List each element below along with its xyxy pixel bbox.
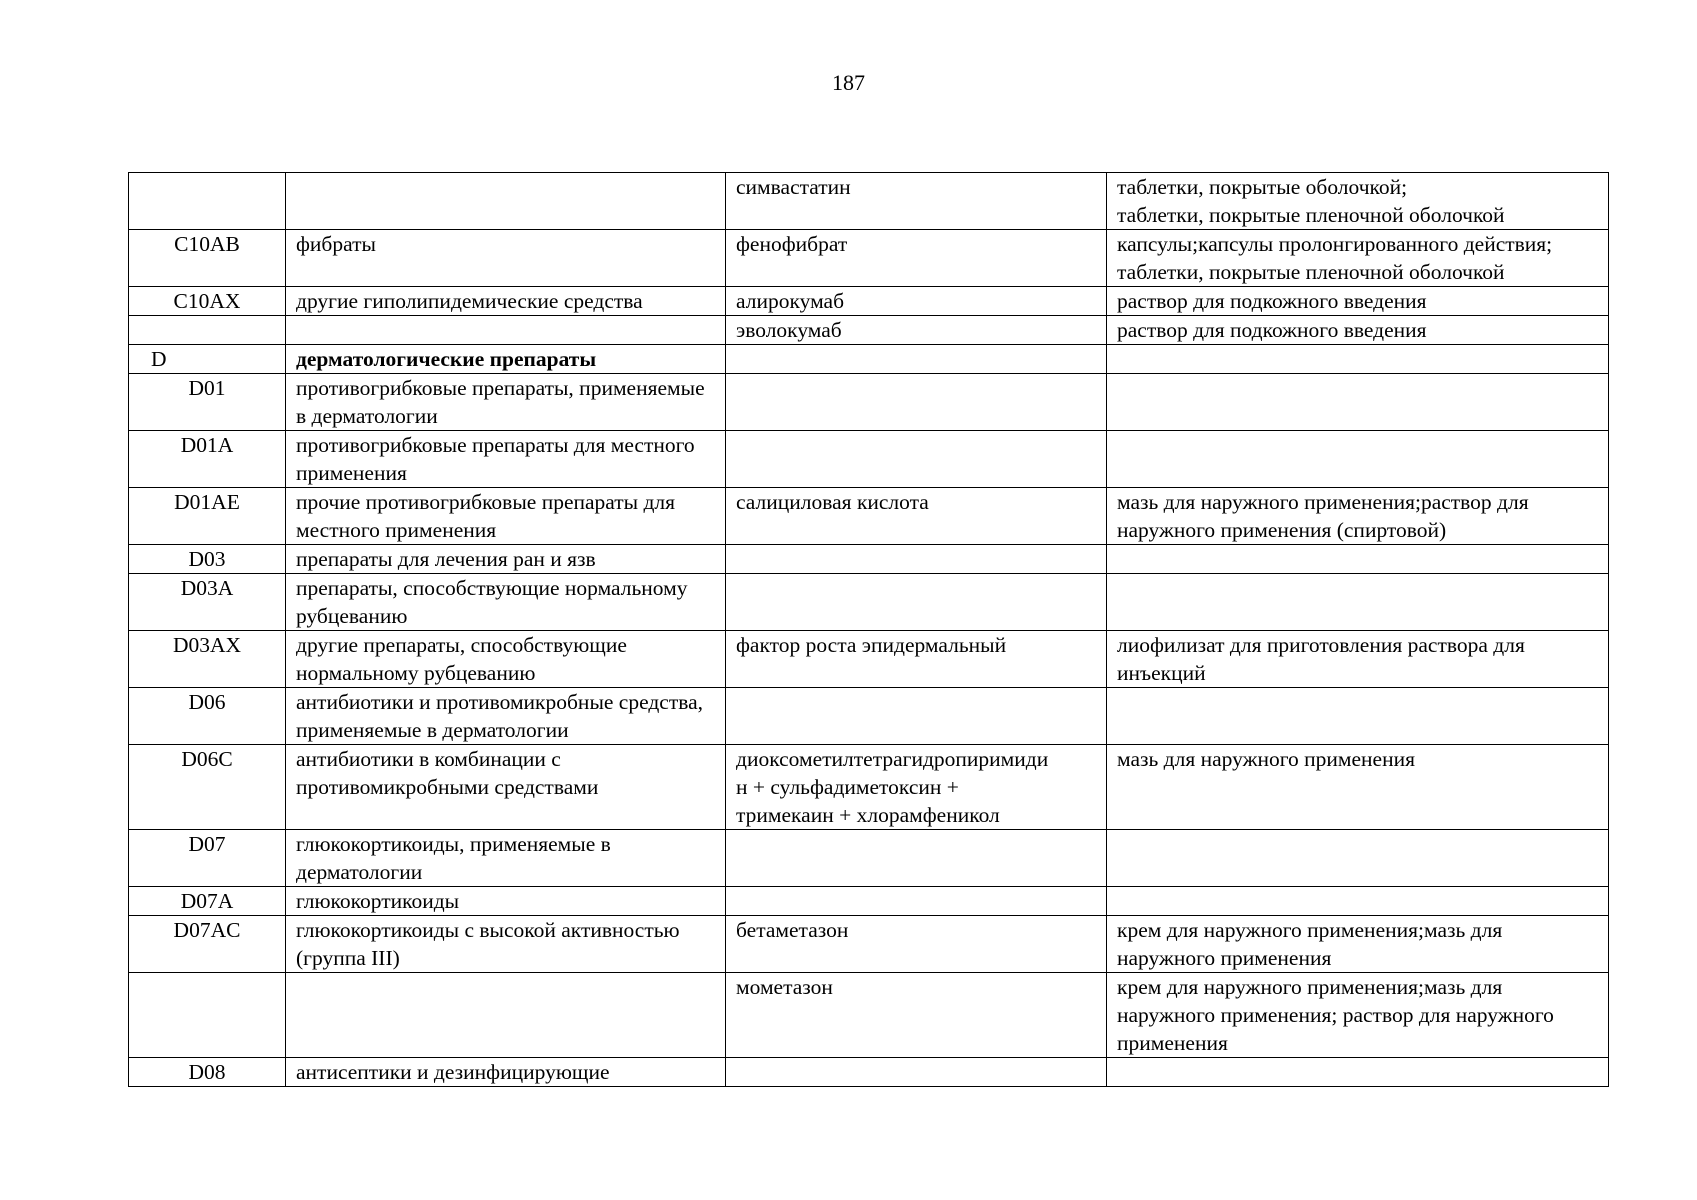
table-row	[129, 374, 1609, 431]
drug-cell: диоксометилтетрагидропиримиди н + сульфадиметоксин + тримекаин + хлорамфеникол	[726, 745, 1107, 830]
form-cell	[1107, 1058, 1609, 1087]
form-cell	[1107, 345, 1609, 374]
atc-code-cell: D06	[129, 688, 286, 745]
form-cell: таблетки, покрытые оболочкой; таблетки, покрытые пленочной оболочкой	[1107, 173, 1609, 230]
group-cell	[286, 173, 726, 230]
drug-cell	[726, 688, 1107, 745]
group-cell: антибиотики в комбинации с противомикробными средствами	[286, 745, 726, 830]
form-cell	[1107, 887, 1609, 916]
atc-code-cell: D06C	[129, 745, 286, 830]
atc-code-cell: D01A	[129, 431, 286, 488]
group-cell	[286, 973, 726, 1058]
group-cell: антисептики и дезинфицирующие	[286, 1058, 726, 1087]
section-row	[129, 345, 1609, 374]
atc-code-cell: D01AE	[129, 488, 286, 545]
drug-cell	[726, 830, 1107, 887]
drug-cell	[726, 574, 1107, 631]
drug-cell	[726, 345, 1107, 374]
atc-code-cell: D	[129, 345, 286, 374]
table-row	[129, 316, 1609, 345]
table-row	[129, 973, 1609, 1058]
drug-table-body	[129, 173, 1609, 1087]
form-cell: лиофилизат для приготовления раствора для инъекций	[1107, 631, 1609, 688]
drug-cell: фенофибрат	[726, 230, 1107, 287]
table-row	[129, 287, 1609, 316]
atc-code-cell	[129, 973, 286, 1058]
drug-cell: алирокумаб	[726, 287, 1107, 316]
atc-code-cell: D07	[129, 830, 286, 887]
section-title-cell: дерматологические препараты	[286, 345, 726, 374]
table-row	[129, 631, 1609, 688]
drug-cell	[726, 545, 1107, 574]
group-cell: другие препараты, способствующие нормальному рубцеванию	[286, 631, 726, 688]
form-cell: мазь для наружного применения;раствор для наружного применения (спиртовой)	[1107, 488, 1609, 545]
atc-code-cell	[129, 173, 286, 230]
drug-cell: салициловая кислота	[726, 488, 1107, 545]
group-cell: глюкокортикоиды	[286, 887, 726, 916]
table-row	[129, 488, 1609, 545]
form-cell: мазь для наружного применения	[1107, 745, 1609, 830]
group-cell: препараты для лечения ран и язв	[286, 545, 726, 574]
drug-cell: симвастатин	[726, 173, 1107, 230]
form-cell: крем для наружного применения;мазь для наружного применения	[1107, 916, 1609, 973]
drug-cell	[726, 374, 1107, 431]
drug-cell	[726, 1058, 1107, 1087]
atc-code-cell: D08	[129, 1058, 286, 1087]
group-cell: антибиотики и противомикробные средства, применяемые в дерматологии	[286, 688, 726, 745]
group-cell: прочие противогрибковые препараты для местного применения	[286, 488, 726, 545]
form-cell	[1107, 431, 1609, 488]
atc-code-cell: D07A	[129, 887, 286, 916]
drug-cell: бетаметазон	[726, 916, 1107, 973]
atc-code-cell: D03	[129, 545, 286, 574]
form-cell	[1107, 574, 1609, 631]
form-cell	[1107, 374, 1609, 431]
table-row	[129, 1058, 1609, 1087]
drug-cell: эволокумаб	[726, 316, 1107, 345]
page-number: 187	[832, 70, 865, 95]
drug-cell	[726, 431, 1107, 488]
form-cell	[1107, 688, 1609, 745]
table-row	[129, 173, 1609, 230]
form-cell: раствор для подкожного введения	[1107, 287, 1609, 316]
table-row	[129, 545, 1609, 574]
atc-code-cell: D03AX	[129, 631, 286, 688]
table-row	[129, 916, 1609, 973]
group-cell: противогрибковые препараты, применяемые в дерматологии	[286, 374, 726, 431]
group-cell: глюкокортикоиды, применяемые в дерматологии	[286, 830, 726, 887]
group-cell: противогрибковые препараты для местного применения	[286, 431, 726, 488]
atc-code-cell	[129, 316, 286, 345]
table-row	[129, 887, 1609, 916]
group-cell	[286, 316, 726, 345]
drug-table	[128, 172, 1609, 1087]
group-cell: фибраты	[286, 230, 726, 287]
table-row	[129, 830, 1609, 887]
drug-cell	[726, 887, 1107, 916]
table-row	[129, 431, 1609, 488]
form-cell	[1107, 545, 1609, 574]
atc-code-cell: D07AC	[129, 916, 286, 973]
table-row	[129, 574, 1609, 631]
form-cell: раствор для подкожного введения	[1107, 316, 1609, 345]
drug-cell: фактор роста эпидермальный	[726, 631, 1107, 688]
atc-code-cell: D03A	[129, 574, 286, 631]
form-cell: капсулы;капсулы пролонгированного действия; таблетки, покрытые пленочной оболочкой	[1107, 230, 1609, 287]
atc-code-cell: D01	[129, 374, 286, 431]
table-row	[129, 745, 1609, 830]
table-row	[129, 688, 1609, 745]
drug-cell: мометазон	[726, 973, 1107, 1058]
form-cell	[1107, 830, 1609, 887]
atc-code-cell: C10AB	[129, 230, 286, 287]
group-cell: препараты, способствующие нормальному рубцеванию	[286, 574, 726, 631]
atc-code-cell: C10AX	[129, 287, 286, 316]
group-cell: другие гиполипидемические средства	[286, 287, 726, 316]
table-row	[129, 230, 1609, 287]
form-cell: крем для наружного применения;мазь для наружного применения; раствор для наружного применения	[1107, 973, 1609, 1058]
group-cell: глюкокортикоиды с высокой активностью (группа III)	[286, 916, 726, 973]
